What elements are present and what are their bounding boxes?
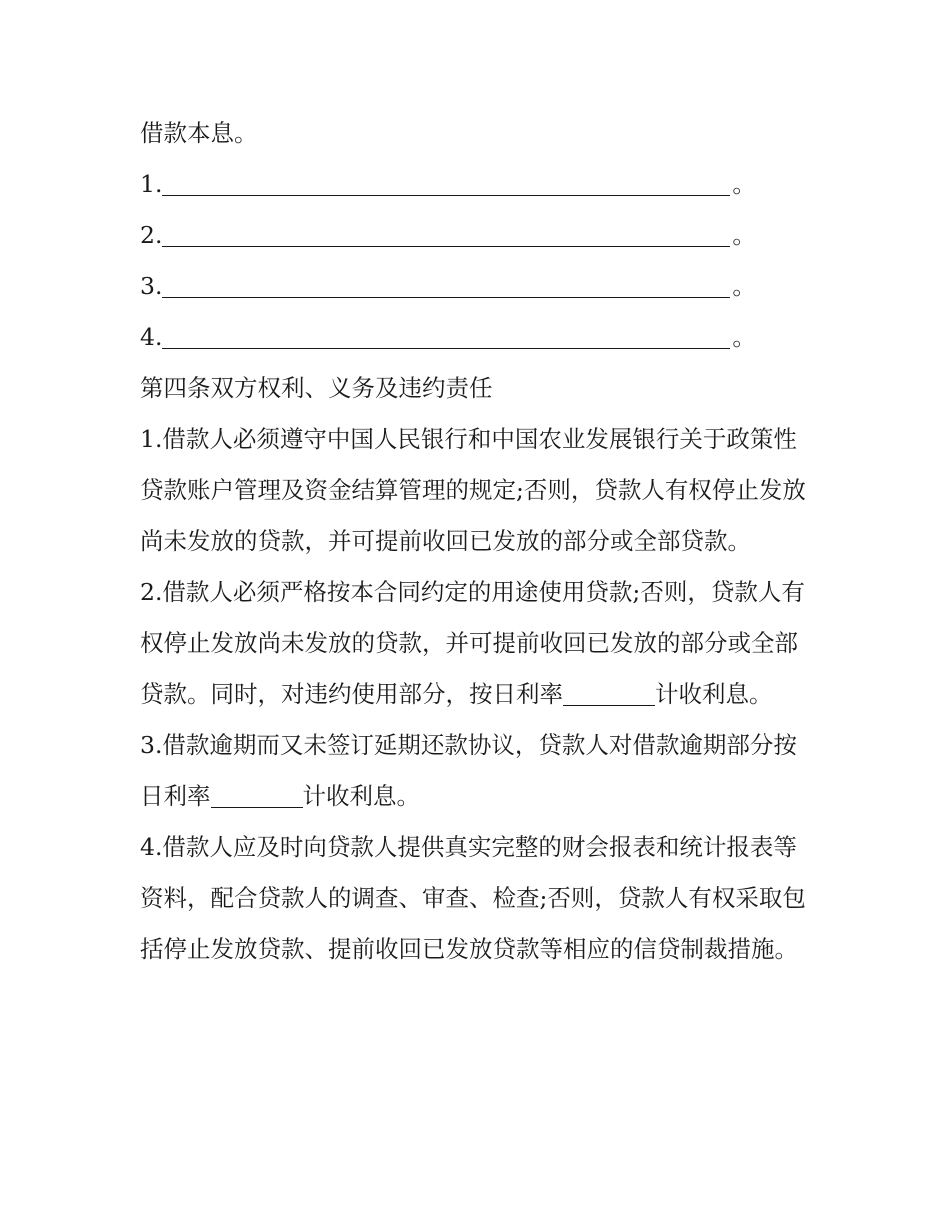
section-title: 第四条双方权利、义务及违约责任 [140, 374, 493, 402]
clause-3 [140, 720, 820, 822]
blank-item-end: 。 [732, 323, 756, 351]
fill-blank-line[interactable] [162, 269, 730, 298]
rate-blank[interactable] [211, 779, 303, 808]
blank-item-number: 4. [140, 323, 163, 351]
clause-3-tail: 计收利息。 [302, 782, 420, 810]
blank-item-2 [140, 210, 820, 261]
clause-2-tail: 计收利息。 [655, 680, 773, 708]
clause-4: 4.借款人应及时向贷款人提供真实完整的财会报表和统计报表等资料，配合贷款人的调查、审查、检查;否则，贷款人有权采取包括停止发放贷款、提前收回已发放贷款等相应的信贷制裁措施。 [140, 833, 806, 963]
document-page [140, 108, 820, 975]
intro-line: 借款本息。 [140, 119, 258, 147]
blank-item-number: 1. [140, 170, 163, 198]
clause-1: 1.借款人必须遵守中国人民银行和中国农业发展银行关于政策性贷款账户管理及资金结算管理的规定;否则，贷款人有权停止发放尚未发放的贷款，并可提前收回已发放的部分或全部贷款。 [140, 425, 806, 555]
blank-item-end: 。 [732, 272, 756, 300]
blank-item-end: 。 [732, 221, 756, 249]
blank-item-4 [140, 312, 820, 363]
fill-blank-line[interactable] [162, 320, 730, 349]
clause-2 [140, 567, 820, 720]
blank-item-3 [140, 261, 820, 312]
blank-item-end: 。 [732, 170, 756, 198]
fill-blank-line[interactable] [162, 218, 730, 247]
blank-item-number: 3. [140, 272, 163, 300]
blank-item-1 [140, 159, 820, 210]
rate-blank[interactable] [563, 677, 655, 706]
clause-2-text: 2.借款人必须严格按本合同约定的用途使用贷款;否则，贷款人有权停止发放尚未发放的贷款，并可提前收回已发放的部分或全部贷款。同时，对违约使用部分，按日利率 [140, 578, 805, 708]
clause-3-text: 3.借款逾期而又未签订延期还款协议，贷款人对借款逾期部分按日利率 [140, 731, 797, 810]
blank-item-number: 2. [140, 221, 163, 249]
fill-blank-line[interactable] [162, 167, 730, 196]
